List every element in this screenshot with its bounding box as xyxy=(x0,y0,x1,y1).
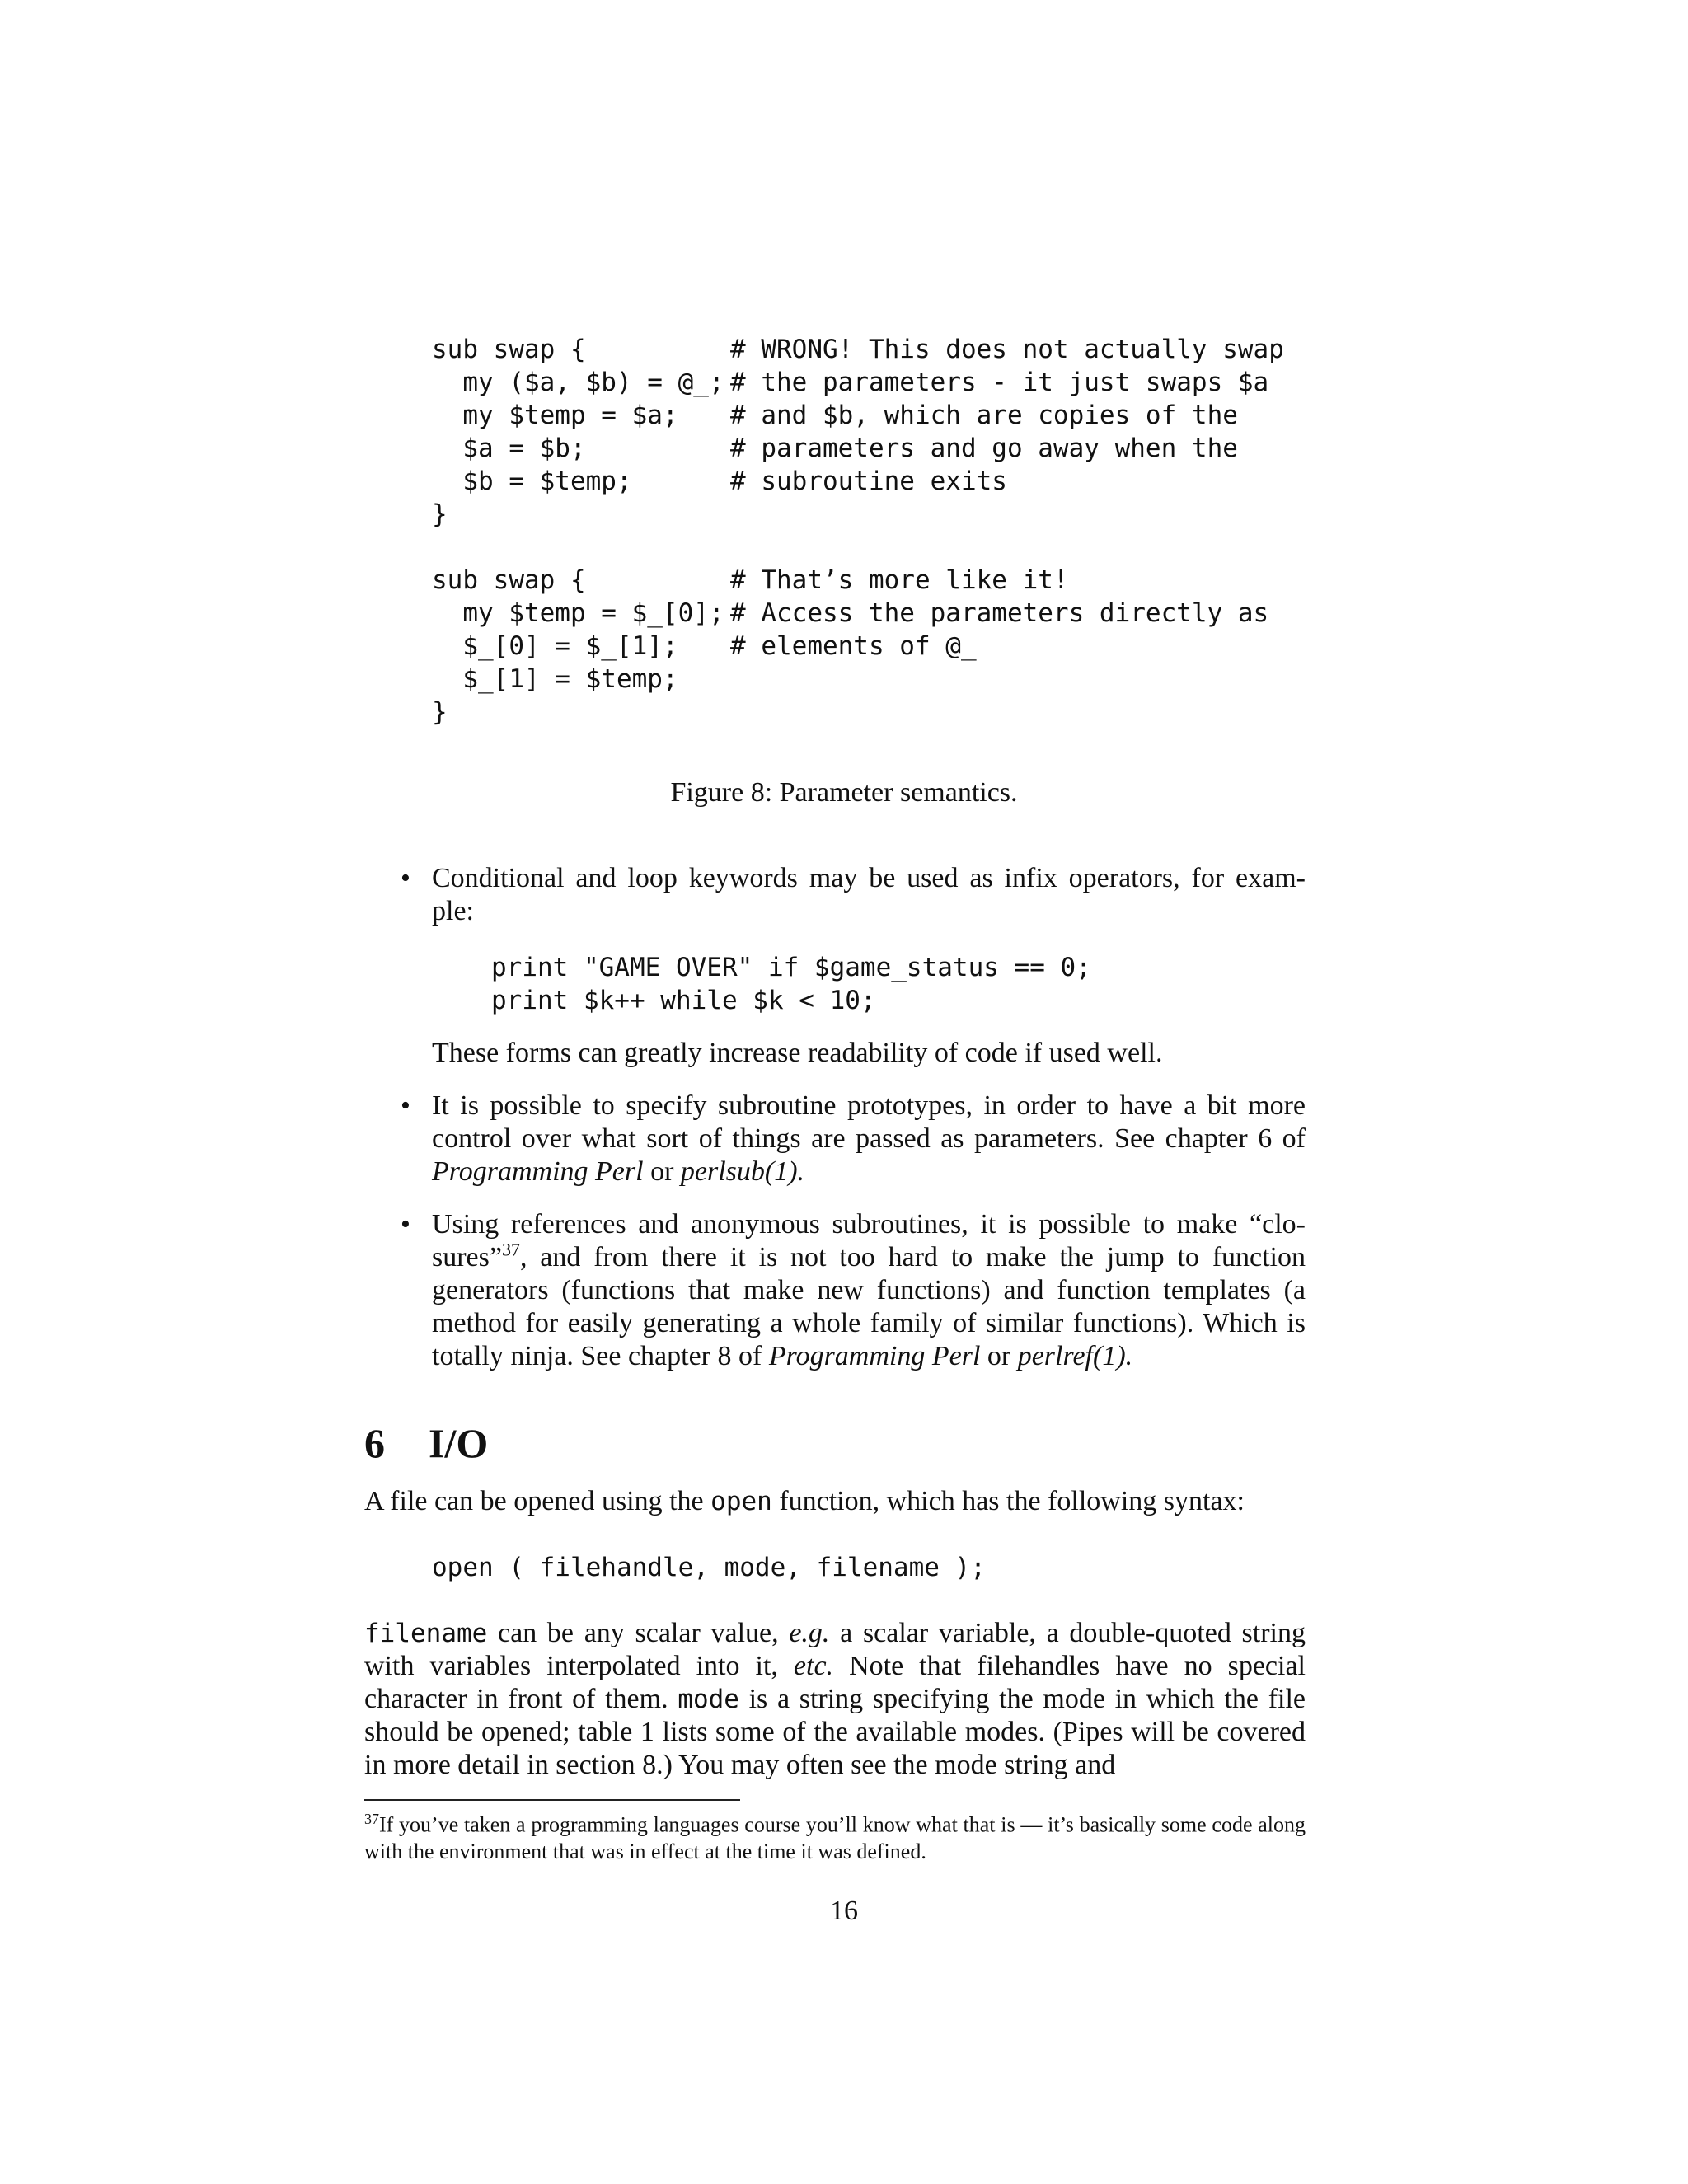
code-line xyxy=(432,564,1284,597)
code-line xyxy=(432,399,1284,432)
open-keyword: open xyxy=(710,1487,772,1516)
code-statement: $_[1] = $temp; xyxy=(432,664,678,694)
infix-example-line2: print $k++ while $k < 10; xyxy=(491,986,876,1015)
code-line xyxy=(432,333,1284,366)
filename-keyword: filename xyxy=(364,1619,488,1648)
mode-keyword: mode xyxy=(678,1685,739,1714)
code-comment: # That’s more like it! xyxy=(730,565,1069,595)
code-line xyxy=(432,630,1284,663)
code-line xyxy=(432,531,1284,564)
code-comment: # elements of @_ xyxy=(730,631,977,661)
code-statement: my $temp = $_[0]; xyxy=(432,598,724,628)
para-italic: etc. xyxy=(793,1651,834,1681)
open-syntax: open ( filehandle, mode, filename ); xyxy=(432,1553,986,1582)
code-statement: my $temp = $a; xyxy=(432,401,678,430)
manpage-ref: perlref(1). xyxy=(1017,1341,1133,1371)
para-text: is a string specifying the mode in which the file should be opened; table 1 lists some of the available modes. (Pipes will be covered in more detail in section 8.) You may often see the mode string and xyxy=(364,1684,1306,1780)
bullet-text-line1: Conditional and loop keywords may be used as infix operators, for exam- xyxy=(432,863,1306,893)
bullet-icon: • xyxy=(401,863,410,893)
infix-example-line1: print "GAME OVER" if $game_status == 0; xyxy=(491,953,1091,982)
infix-note: These forms can greatly increase readability of code if used well. xyxy=(432,1038,1163,1068)
para-text: a scalar variable, a double-quoted string with variables interpolated into it, xyxy=(364,1618,1306,1681)
para-text: can be any scalar value, xyxy=(487,1618,790,1648)
list-item-infix-operators xyxy=(401,862,1306,928)
closures-text: Using references and anonymous subroutines, it is possible to make “clo-sures” xyxy=(432,1209,1306,1272)
book-title: Programming Perl xyxy=(768,1341,981,1371)
code-statement: } xyxy=(432,499,448,529)
code-figure xyxy=(432,333,1284,729)
io-intro xyxy=(364,1485,1306,1518)
code-line xyxy=(432,465,1284,498)
section-number: 6 xyxy=(364,1420,385,1466)
footnote-text: If you’ve taken a programming languages course you’ll know what that is — it’s basically some code along with the environment that was in effect at the time it was defined. xyxy=(364,1812,1306,1863)
footnote-mark: 37 xyxy=(364,1811,379,1827)
footnote xyxy=(364,1806,1306,1865)
bullet-text-line2: ple: xyxy=(432,896,474,926)
code-line xyxy=(432,597,1284,630)
figure-caption: Figure 8: Parameter semantics. xyxy=(670,777,1018,808)
prototypes-text: It is possible to specify subroutine prototypes, in order to have a bit more control over what sort of things are passed as parameters. See chapter 6 of xyxy=(432,1090,1306,1154)
para-italic: e.g. xyxy=(789,1618,830,1648)
section-title: I/O xyxy=(429,1420,489,1466)
bullet-icon: • xyxy=(401,1090,410,1121)
code-statement: $_[0] = $_[1]; xyxy=(432,631,678,661)
book-title: Programming Perl xyxy=(432,1156,644,1187)
code-line xyxy=(432,432,1284,465)
section-heading xyxy=(364,1419,488,1467)
code-comment: # and $b, which are copies of the xyxy=(730,401,1238,430)
code-statement: sub swap { xyxy=(432,565,586,595)
code-comment: # subroutine exits xyxy=(730,466,1007,496)
code-line xyxy=(432,498,1284,531)
closures-text-b: , and from there it is not too hard to make the jump to function generators (functions that make new functions) and function templates (a method for easily generating a whole family of similar functions). Which is totally ninja. See chapter 8 of xyxy=(432,1242,1306,1371)
code-comment: # the parameters - it just swaps $a xyxy=(730,368,1269,397)
code-line xyxy=(432,663,1284,696)
code-statement: $a = $b; xyxy=(432,434,586,463)
code-statement: sub swap { xyxy=(432,335,586,364)
para-text: Note that filehandles have no special character in front of them. xyxy=(364,1651,1306,1714)
footnote-ref[interactable]: 37 xyxy=(501,1239,520,1260)
io-intro-text: A file can be opened using the xyxy=(364,1486,711,1516)
prototypes-text-or: or xyxy=(643,1156,681,1187)
io-intro-text-b: function, which has the following syntax: xyxy=(771,1486,1245,1516)
code-comment: # parameters and go away when the xyxy=(730,434,1238,463)
list-item-closures xyxy=(401,1208,1306,1373)
page-number: 16 xyxy=(830,1896,858,1926)
filename-paragraph xyxy=(364,1617,1306,1782)
code-statement: } xyxy=(432,697,448,727)
code-comment: # Access the parameters directly as xyxy=(730,598,1269,628)
code-statement: my ($a, $b) = @_; xyxy=(432,368,724,397)
footnote-divider xyxy=(364,1799,740,1801)
code-comment: # WRONG! This does not actually swap xyxy=(730,335,1284,364)
code-line xyxy=(432,366,1284,399)
list-item-prototypes xyxy=(401,1090,1306,1188)
code-line xyxy=(432,696,1284,729)
bullet-icon: • xyxy=(401,1209,410,1240)
manpage-ref: perlsub(1). xyxy=(680,1156,805,1187)
closures-text-or: or xyxy=(980,1341,1018,1371)
code-statement: $b = $temp; xyxy=(432,466,632,496)
